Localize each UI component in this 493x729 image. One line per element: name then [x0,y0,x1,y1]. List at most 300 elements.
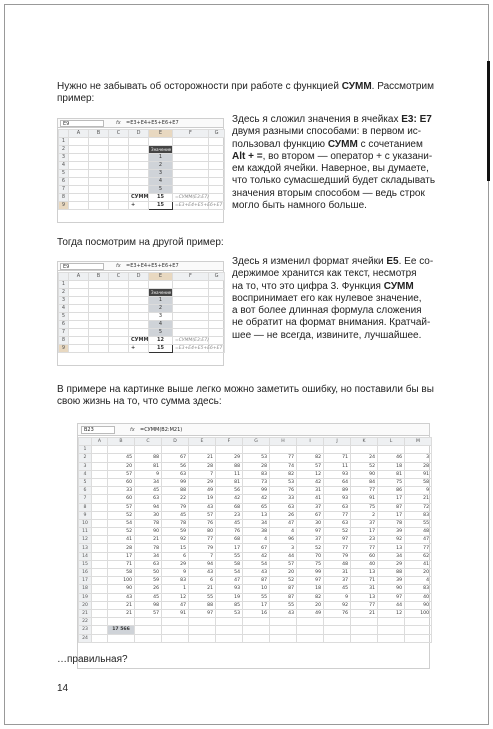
cell[interactable]: 67 [297,511,324,519]
cell[interactable] [92,528,108,536]
cell[interactable]: 1 [162,585,189,593]
cell[interactable]: 21 [189,454,216,462]
cell[interactable] [351,626,378,634]
cell[interactable] [216,618,243,626]
cell[interactable]: 10 [243,585,270,593]
cell[interactable] [89,337,109,345]
row-header[interactable]: 14 [79,552,92,560]
cell[interactable]: 77 [324,544,351,552]
cell[interactable] [173,313,209,321]
cell[interactable] [89,281,109,289]
cell[interactable] [69,170,89,178]
cell[interactable]: 87 [270,585,297,593]
cell[interactable] [270,618,297,626]
cell[interactable]: 37 [324,577,351,585]
cell[interactable]: 28 [189,462,216,470]
row-header[interactable]: 10 [79,519,92,527]
cell[interactable] [209,162,225,170]
cell[interactable] [89,194,109,202]
column-header[interactable] [79,438,92,446]
cell[interactable]: 31 [324,569,351,577]
cell[interactable]: 17 [378,511,405,519]
cell[interactable]: 100 [405,609,432,617]
cell[interactable]: 17 [108,552,135,560]
cell[interactable] [216,446,243,454]
cell[interactable] [89,154,109,162]
cell[interactable] [92,487,108,495]
cell[interactable]: 87 [243,577,270,585]
cell[interactable] [129,313,149,321]
cell[interactable] [69,146,89,154]
cell[interactable] [173,289,209,297]
cell[interactable] [109,337,129,345]
cell[interactable]: 53 [243,454,270,462]
cell[interactable] [405,634,432,642]
cell[interactable]: 34 [135,478,162,486]
cell[interactable]: 20 [270,569,297,577]
cell[interactable] [108,446,135,454]
cell[interactable] [324,446,351,454]
cell[interactable] [69,202,89,210]
cell[interactable] [109,329,129,337]
cell[interactable]: 77 [270,454,297,462]
cell[interactable]: 91 [405,470,432,478]
cell[interactable] [69,289,89,297]
cell[interactable] [109,194,129,202]
cell[interactable] [92,626,108,634]
row-header[interactable]: 4 [59,305,69,313]
row-header[interactable]: 7 [79,495,92,503]
cell[interactable]: 81 [216,478,243,486]
cell[interactable]: 78 [135,519,162,527]
cell[interactable]: 78 [162,519,189,527]
sum-cell[interactable]: 17 566 [108,626,135,634]
cell[interactable] [243,626,270,634]
cell[interactable] [89,186,109,194]
cell[interactable] [270,626,297,634]
column-header[interactable]: C [109,273,129,281]
cell[interactable] [173,281,209,289]
cell[interactable]: 93 [324,495,351,503]
cell[interactable]: 72 [405,503,432,511]
cell[interactable] [109,305,129,313]
cell[interactable] [351,634,378,642]
cell[interactable]: 92 [378,536,405,544]
cell[interactable]: 48 [324,560,351,568]
cell[interactable] [89,289,109,297]
row-header[interactable]: 16 [79,569,92,577]
cell[interactable] [405,446,432,454]
cell[interactable]: 17 [243,601,270,609]
cell[interactable] [129,178,149,186]
cell[interactable] [173,146,209,154]
cell[interactable]: 63 [135,495,162,503]
cell[interactable]: 56 [162,462,189,470]
cell[interactable]: 41 [405,560,432,568]
cell[interactable]: 54 [216,569,243,577]
cell[interactable]: 79 [162,503,189,511]
column-header[interactable]: B [89,273,109,281]
cell[interactable]: 88 [216,462,243,470]
cell[interactable]: 75 [351,503,378,511]
cell[interactable]: 37 [297,503,324,511]
cell[interactable]: 37 [351,519,378,527]
name-box[interactable]: E9 [60,263,104,270]
cell[interactable] [109,281,129,289]
row-header[interactable]: 1 [59,281,69,289]
cell[interactable] [135,634,162,642]
cell[interactable]: 88 [162,487,189,495]
cell[interactable] [92,609,108,617]
cell[interactable]: 44 [270,552,297,560]
cell[interactable]: 80 [189,528,216,536]
cell[interactable]: 20 [297,601,324,609]
cell[interactable] [324,626,351,634]
cell[interactable]: 57 [189,511,216,519]
cell[interactable]: 75 [378,478,405,486]
cell[interactable] [209,313,225,321]
cell[interactable]: 45 [108,454,135,462]
cell[interactable] [162,618,189,626]
cell[interactable]: 39 [378,528,405,536]
cell[interactable] [243,446,270,454]
cell[interactable] [189,634,216,642]
cell[interactable]: 57 [135,609,162,617]
column-header[interactable]: B [108,438,135,446]
cell[interactable]: 4 [405,577,432,585]
cell[interactable]: 42 [297,478,324,486]
row-header[interactable]: 4 [79,470,92,478]
cell[interactable]: 46 [378,454,405,462]
cell[interactable]: 53 [270,478,297,486]
column-header[interactable]: L [378,438,405,446]
column-header[interactable]: A [92,438,108,446]
cell[interactable]: 9 [405,487,432,495]
cell[interactable]: 13 [378,544,405,552]
cell[interactable]: 68 [216,536,243,544]
cell[interactable]: 22 [162,495,189,503]
cell[interactable]: 31 [297,487,324,495]
cell[interactable] [129,186,149,194]
cell[interactable] [109,345,129,353]
cell[interactable]: 6 [189,577,216,585]
cell[interactable] [92,495,108,503]
cell[interactable] [129,138,149,146]
cell[interactable]: 74 [270,462,297,470]
cell[interactable]: 90 [378,585,405,593]
row-header[interactable]: 5 [59,313,69,321]
cell[interactable] [89,202,109,210]
cell[interactable] [92,519,108,527]
cell[interactable] [129,321,149,329]
row-header[interactable]: 17 [79,577,92,585]
row-header[interactable]: 6 [59,321,69,329]
cell[interactable] [209,138,225,146]
cell[interactable] [109,186,129,194]
cell[interactable] [89,313,109,321]
cell[interactable]: 58 [405,478,432,486]
row-header[interactable]: 13 [79,544,92,552]
cell[interactable] [89,297,109,305]
column-header[interactable]: I [297,438,324,446]
cell[interactable]: + [129,345,149,353]
cell[interactable]: 82 [297,593,324,601]
cell[interactable]: 47 [216,577,243,585]
cell[interactable] [92,454,108,462]
cell[interactable] [209,186,225,194]
cell[interactable]: 48 [405,528,432,536]
cell[interactable]: 50 [135,569,162,577]
cell[interactable]: 4 [149,178,173,186]
cell[interactable] [92,552,108,560]
cell[interactable]: 71 [108,560,135,568]
row-header[interactable]: 6 [59,178,69,186]
row-header[interactable]: 23 [79,626,92,634]
cell[interactable]: 55 [243,593,270,601]
cell[interactable] [89,146,109,154]
cell[interactable]: 13 [351,569,378,577]
cell[interactable]: 33 [108,487,135,495]
cell[interactable]: 90 [108,585,135,593]
cell[interactable] [129,305,149,313]
cell[interactable] [109,146,129,154]
cell[interactable]: 87 [270,593,297,601]
column-header[interactable]: D [129,130,149,138]
cell[interactable]: 53 [216,609,243,617]
cell[interactable]: 47 [162,601,189,609]
cell[interactable] [89,170,109,178]
cell[interactable]: 20 [405,569,432,577]
cell[interactable]: 12 [297,470,324,478]
cell[interactable] [189,626,216,634]
cell[interactable] [378,446,405,454]
cell[interactable] [209,289,225,297]
cell[interactable]: 52 [108,511,135,519]
cell[interactable]: 21 [108,601,135,609]
cell[interactable] [69,194,89,202]
cell[interactable]: 34 [378,552,405,560]
cell[interactable] [209,170,225,178]
cell[interactable] [173,297,209,305]
cell[interactable] [92,593,108,601]
cell[interactable] [129,154,149,162]
cell[interactable]: 43 [270,609,297,617]
row-header[interactable]: 8 [79,503,92,511]
cell[interactable]: 12 [378,609,405,617]
cell[interactable] [378,618,405,626]
column-header[interactable]: D [129,273,149,281]
cell[interactable] [92,601,108,609]
cell[interactable]: 77 [351,601,378,609]
cell[interactable]: 58 [108,569,135,577]
cell[interactable]: 52 [108,528,135,536]
cell[interactable] [378,634,405,642]
cell[interactable]: 11 [216,470,243,478]
cell[interactable] [209,281,225,289]
row-header[interactable]: 15 [79,560,92,568]
row-header[interactable]: 1 [79,446,92,454]
cell[interactable]: 62 [405,552,432,560]
cell[interactable]: 52 [297,544,324,552]
row-header[interactable]: 3 [59,154,69,162]
cell[interactable] [324,634,351,642]
cell[interactable]: 100 [108,577,135,585]
cell[interactable]: =СУММ(E3:E7) [173,194,209,202]
cell[interactable]: 3 [149,170,173,178]
column-header[interactable]: M [405,438,432,446]
row-header[interactable]: 19 [79,593,92,601]
cell[interactable] [209,154,225,162]
column-header[interactable]: E [149,130,173,138]
cell[interactable]: 29 [378,560,405,568]
cell[interactable] [89,345,109,353]
column-header[interactable]: J [324,438,351,446]
cell[interactable]: 59 [162,528,189,536]
cell[interactable]: 28 [243,462,270,470]
cell[interactable] [243,618,270,626]
cell[interactable] [173,329,209,337]
cell[interactable]: 47 [405,536,432,544]
cell[interactable]: 79 [189,544,216,552]
cell[interactable] [129,162,149,170]
name-box[interactable]: E9 [60,120,104,127]
cell[interactable]: 21 [405,495,432,503]
cell[interactable] [89,178,109,186]
cell[interactable]: 16 [243,609,270,617]
cell[interactable]: 63 [324,503,351,511]
cell[interactable]: Значение [149,146,173,154]
row-header[interactable]: 8 [59,194,69,202]
cell[interactable]: 76 [270,487,297,495]
cell[interactable]: 52 [351,462,378,470]
cell[interactable]: 54 [108,519,135,527]
cell[interactable]: 54 [243,560,270,568]
cell[interactable]: 21 [108,609,135,617]
cell[interactable]: 40 [405,593,432,601]
cell[interactable]: 90 [405,601,432,609]
cell[interactable] [209,146,225,154]
column-header[interactable]: C [109,130,129,138]
cell[interactable]: 24 [351,454,378,462]
cell[interactable]: 84 [351,478,378,486]
cell[interactable]: 57 [270,560,297,568]
cell[interactable]: 5 [149,329,173,337]
row-header[interactable]: 4 [59,162,69,170]
cell[interactable]: 17 [216,544,243,552]
cell[interactable]: 97 [378,593,405,601]
cell[interactable]: 42 [216,495,243,503]
cell[interactable]: 39 [378,577,405,585]
cell[interactable]: 78 [135,544,162,552]
column-header[interactable]: C [135,438,162,446]
cell[interactable]: 30 [135,511,162,519]
cell[interactable]: 15 [162,544,189,552]
cell[interactable]: 57 [108,470,135,478]
cell[interactable]: 60 [108,478,135,486]
cell[interactable] [243,634,270,642]
cell[interactable]: СУММ [129,194,149,202]
cell[interactable]: 3 [149,313,173,321]
cell[interactable]: 9 [324,593,351,601]
cell[interactable] [69,321,89,329]
cell[interactable]: 76 [216,528,243,536]
cell[interactable]: 2 [149,305,173,313]
cell[interactable]: 77 [189,536,216,544]
cell[interactable]: Значение [149,289,173,297]
cell[interactable] [69,313,89,321]
cell[interactable]: 86 [378,487,405,495]
cell[interactable] [351,618,378,626]
cell[interactable]: 88 [378,569,405,577]
cell[interactable] [109,289,129,297]
cell[interactable]: 93 [324,470,351,478]
cell[interactable] [108,634,135,642]
cell[interactable] [92,503,108,511]
cell[interactable]: 99 [243,487,270,495]
cell[interactable]: 97 [324,536,351,544]
cell[interactable] [69,186,89,194]
cell[interactable]: 99 [162,478,189,486]
column-header[interactable] [59,130,69,138]
cell[interactable] [173,138,209,146]
cell[interactable]: 23 [216,511,243,519]
cell[interactable]: 58 [216,560,243,568]
cell[interactable] [129,170,149,178]
cell[interactable] [209,337,225,345]
column-header[interactable]: G [209,273,225,281]
cell[interactable]: 63 [270,503,297,511]
column-header[interactable]: H [270,438,297,446]
cell[interactable]: =E3+E4+E5+E6+E7 [173,202,209,210]
cell[interactable]: 21 [351,609,378,617]
cell[interactable]: 18 [297,585,324,593]
cell[interactable] [129,146,149,154]
cell[interactable]: 97 [297,528,324,536]
cell[interactable]: 57 [108,503,135,511]
cell[interactable]: 21 [135,536,162,544]
cell[interactable] [69,138,89,146]
cell[interactable]: 1 [149,297,173,305]
cell[interactable] [129,297,149,305]
column-header[interactable]: A [69,273,89,281]
cell[interactable]: 19 [216,593,243,601]
cell[interactable]: 49 [189,487,216,495]
cell[interactable]: 29 [162,560,189,568]
cell[interactable]: 52 [324,528,351,536]
cell[interactable]: 43 [243,569,270,577]
cell[interactable] [405,626,432,634]
cell[interactable]: 92 [324,601,351,609]
cell[interactable]: 12 [149,337,173,345]
cell[interactable]: 67 [162,454,189,462]
cell[interactable] [173,154,209,162]
cell[interactable]: 4 [243,536,270,544]
cell[interactable] [69,178,89,186]
cell[interactable]: 49 [297,609,324,617]
cell[interactable]: 45 [162,511,189,519]
cell[interactable]: 97 [297,577,324,585]
cell[interactable]: 47 [270,519,297,527]
cell[interactable]: 45 [216,519,243,527]
cell[interactable] [209,329,225,337]
cell[interactable]: 63 [135,560,162,568]
cell[interactable]: 4 [270,528,297,536]
cell[interactable]: 52 [270,577,297,585]
cell[interactable] [162,446,189,454]
cell[interactable] [109,321,129,329]
column-header[interactable]: F [173,130,209,138]
cell[interactable]: 23 [351,536,378,544]
